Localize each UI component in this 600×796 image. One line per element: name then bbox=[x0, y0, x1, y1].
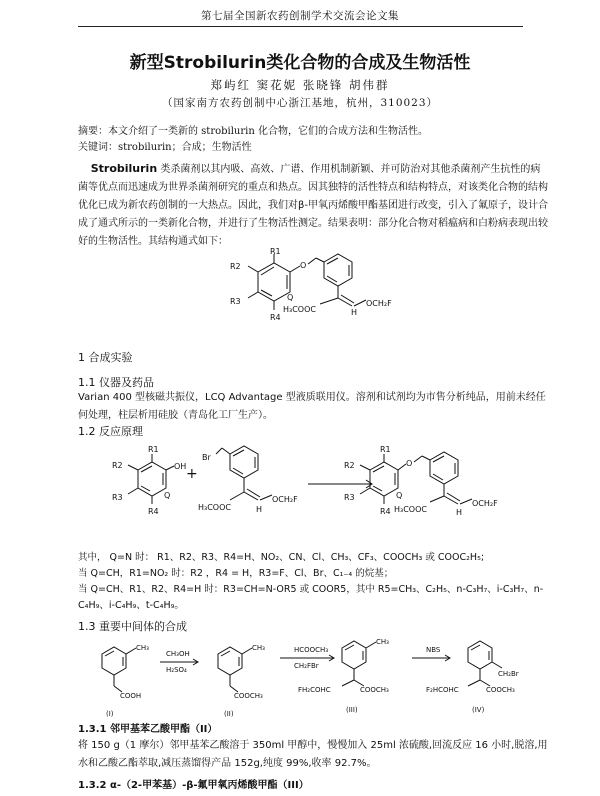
header-rule bbox=[78, 26, 523, 27]
general-structure bbox=[220, 248, 420, 332]
product-o: O bbox=[406, 459, 413, 468]
section-1-1-heading: 1.1 仪器及药品 bbox=[78, 376, 154, 389]
compound-iii-fh2cohc: FH₂COHC bbox=[298, 686, 331, 694]
reagent-2-top: HCOOCH₃ bbox=[294, 646, 329, 654]
label-r4: R4 bbox=[270, 313, 281, 322]
benzene-ring bbox=[324, 254, 352, 286]
label-r1: R1 bbox=[270, 248, 281, 256]
label-compound-iii: (III) bbox=[346, 706, 358, 714]
compound-iv-f2hcohc: F₂HCOHC bbox=[426, 686, 459, 694]
product-benzene-ring bbox=[430, 452, 458, 484]
label-q: Q bbox=[287, 293, 294, 302]
reagent-3-top: NBS bbox=[426, 646, 441, 654]
note-line-2: 当 Q=CH，R1=NO₂ 时：R2 ，R4 = H，R3=F、Cl、Br、C₁₋₄ 的烷基； bbox=[78, 568, 394, 579]
label-h: H bbox=[351, 308, 358, 317]
compound-ii-ch3: CH₃ bbox=[252, 644, 265, 652]
paper-title: 新型Strobilurin类化合物的合成及生物活性 bbox=[129, 53, 471, 73]
label-r3: R3 bbox=[230, 297, 241, 306]
reactant-ring bbox=[138, 462, 166, 496]
reactant-r2: R2 bbox=[112, 461, 123, 470]
abstract: 摘要：本文介绍了一类新的 strobilurin 化合物，它们的合成方法和生物活性。 bbox=[78, 126, 428, 137]
label-compound-ii: (II) bbox=[224, 710, 234, 718]
product-r2: R2 bbox=[344, 461, 355, 470]
bromide-och2f: OCH₂F bbox=[272, 495, 298, 504]
reactant-oh: OH bbox=[174, 462, 187, 471]
label-och2f: OCH₂F bbox=[366, 299, 392, 308]
compound-iv-ch2br: CH₂Br bbox=[498, 670, 519, 678]
authors: 郑屿红 窦花妮 张晓锋 胡伟群 bbox=[210, 78, 390, 92]
product-ester: H₃COOC bbox=[394, 505, 427, 514]
compound-i-cooh: COOH bbox=[120, 692, 142, 700]
label-o: O bbox=[300, 261, 307, 270]
product-r1: R1 bbox=[380, 445, 391, 454]
pyridine-ring bbox=[258, 263, 290, 301]
label-compound-iv: (IV) bbox=[472, 706, 485, 714]
note-line-3: 当 Q=CH、R1、R2、R4=H 时：R3=CH=N-OR5 或 COOR5，其中 R5=CH₃、C₂H₅、n-C₃H₇、i-C₃H₇、n-C₄H₉、i-C₄H₉、t-C₄H₉。 bbox=[78, 584, 544, 611]
reaction-scheme bbox=[80, 440, 550, 548]
product-q: Q bbox=[396, 491, 403, 500]
label-ester: H₃COOC bbox=[283, 305, 316, 314]
section-1-3-2-heading: 1.3.2 α-（2-甲苯基）-β-氟甲氧丙烯酸甲酯（III） bbox=[78, 780, 309, 791]
instruments-paragraph: Varian 400 型核磁共振仪，LCQ Advantage 型液质联用仪。溶剂和试剂均为市售分析纯品，用前未经任何处理，柱层析用硅胶（青岛化工厂生产）。 bbox=[78, 392, 546, 421]
proceedings-header: 第七届全国新农药创制学术交流会论文集 bbox=[201, 10, 399, 22]
intro-lead: Strobilurin bbox=[90, 162, 158, 175]
bromide-ring bbox=[230, 446, 258, 478]
reactant-r3: R3 bbox=[112, 493, 123, 502]
reactant-r4: R4 bbox=[148, 507, 159, 516]
keywords: 关键词：strobilurin；合成；生物活性 bbox=[78, 142, 252, 153]
label-br: Br bbox=[202, 453, 211, 462]
label-compound-i: (I) bbox=[106, 710, 114, 718]
note-line-1: 其中， Q=N 时： R1、R2、R3、R4=H、NO₂、CN、Cl、CH₃、CF₃、COOCH₃ 或 COOC₂H₅; bbox=[78, 552, 485, 563]
reactant-r1: R1 bbox=[148, 445, 159, 454]
section-1-3-heading: 1.3 重要中间体的合成 bbox=[78, 620, 187, 633]
intermediate-scheme bbox=[80, 634, 550, 720]
procedure-paragraph: 将 150 g（1 摩尔）邻甲基苯乙酸溶于 350ml 甲醇中，慢慢加入 25ml 浓硫酸,回流反应 16 小时,脱溶,用水和乙酸乙酯萃取,减压蒸馏得产品 152g,纯度 99%,收率 92.7%。 bbox=[78, 740, 548, 769]
compound-iii-ester: COOCH₃ bbox=[360, 686, 389, 694]
bromide-h: H bbox=[256, 505, 263, 514]
product-och2f: OCH₂F bbox=[472, 499, 498, 508]
section-1-heading: 1 合成实验 bbox=[78, 351, 133, 364]
reagent-2-bottom: CH₂FBr bbox=[294, 662, 319, 670]
substituent-notes bbox=[78, 550, 548, 614]
compound-ii-ester: COOCH₃ bbox=[234, 692, 263, 700]
bromide-ester: H₃COOC bbox=[198, 503, 231, 512]
product-r4: R4 bbox=[380, 507, 391, 516]
reactant-q: Q bbox=[164, 491, 171, 500]
reagent-1-bottom: H₂SO₄ bbox=[166, 666, 187, 674]
section-1-3-1-heading: 1.3.1 邻甲基苯乙酸甲酯（II） bbox=[78, 724, 218, 735]
compound-i-ch3: CH₃ bbox=[136, 644, 149, 652]
compound-iii-ch3: CH₃ bbox=[376, 638, 389, 646]
affiliation: （国家南方农药创制中心浙江基地，杭州，310023） bbox=[161, 97, 439, 109]
label-r2: R2 bbox=[230, 262, 241, 271]
intro-paragraph bbox=[78, 160, 548, 251]
intro-text: 类杀菌剂以其内吸、高效、广谱、作用机制新颖、并可防治对其他杀菌剂产生抗性的病菌等优点而迅速成为世界杀菌剂研究的重点和热点。因其独特的活性特点和结构特点，对该类化合物的结构优化已成为新农药创制的一大热点。因此，我们对β-甲氧丙烯酸甲酯基团进行改变，引入了氟原子，设计合成了通式所示的一类新化合物，并进行了生物活性测定。结果表明：部分化合物对稻瘟病和白粉病表现出较好的生物活性。其结构通式如下： bbox=[78, 164, 548, 247]
section-1-2-heading: 1.2 反应原理 bbox=[78, 425, 143, 438]
product-h: H bbox=[456, 508, 463, 517]
reagent-1-top: CH₃OH bbox=[166, 650, 190, 658]
plus-sign: + bbox=[186, 466, 198, 482]
product-r3: R3 bbox=[344, 493, 355, 502]
compound-iv-ester: COOCH₃ bbox=[486, 686, 515, 694]
product-pyridine-ring bbox=[370, 462, 398, 496]
